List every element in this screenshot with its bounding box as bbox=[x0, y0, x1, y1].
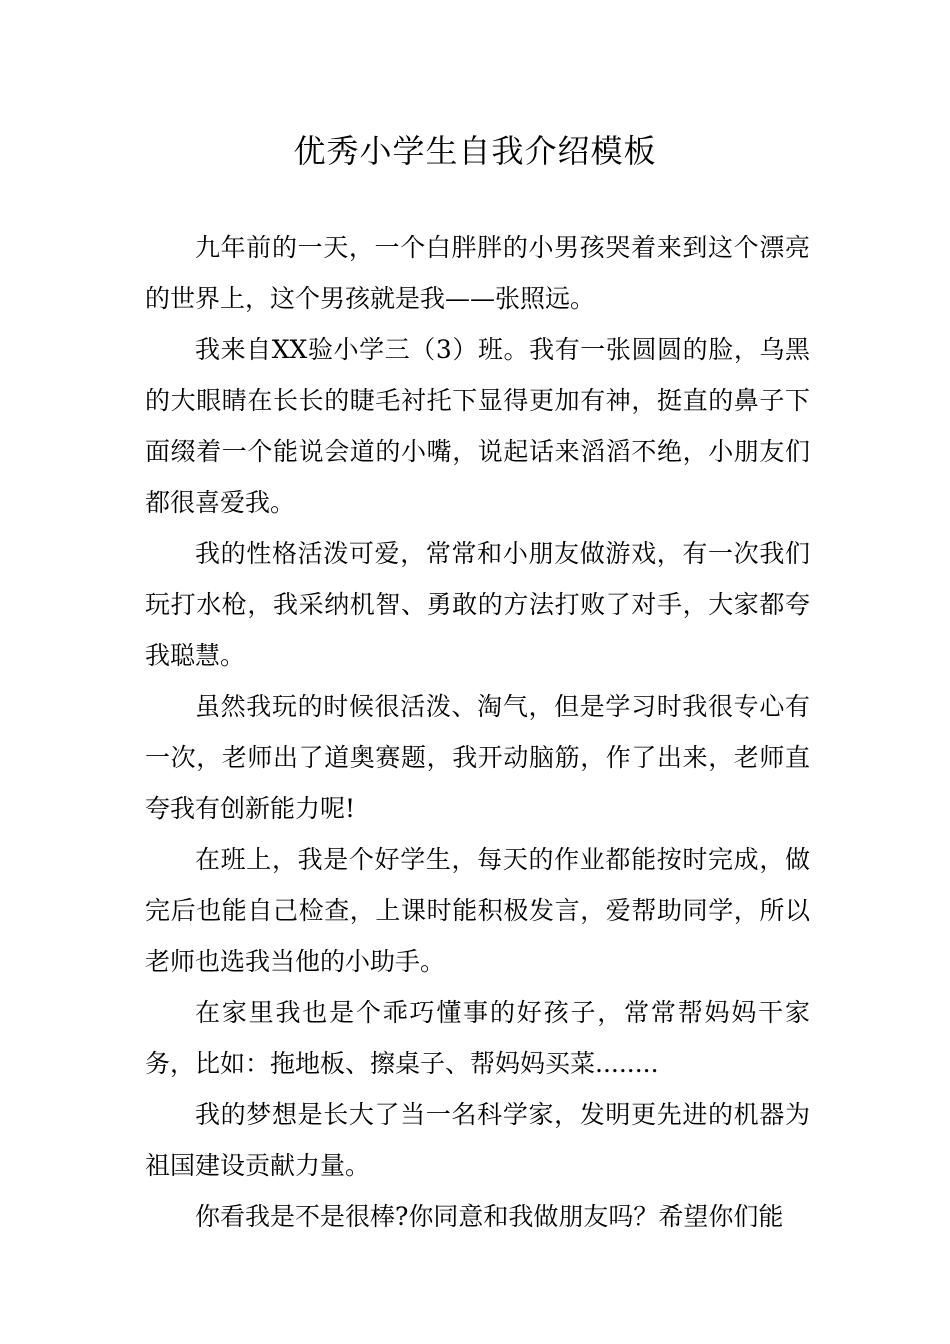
paragraph-7: 我的梦想是长大了当一名科学家，发明更先进的机器为祖国建设贡献力量。 bbox=[145, 1100, 810, 1180]
paragraph-8: 你看我是不是很棒?你同意和我做朋友吗？希望你们能 bbox=[195, 1202, 784, 1231]
document-body bbox=[145, 222, 810, 1242]
paragraph-2: 我来自XX验小学三（3）班。我有一张圆圆的脸，乌黑的大眼睛在长长的睫毛衬托下显得更加有神，挺直的鼻子下面缀着一个能说会道的小嘴，说起话来滔滔不绝，小朋友们都很喜爱我。 bbox=[145, 335, 810, 517]
paragraph-6: 在家里我也是个乖巧懂事的好孩子，常常帮妈妈干家务，比如：拖地板、擦桌子、帮妈妈买菜........ bbox=[145, 998, 810, 1078]
paragraph-4: 虽然我玩的时候很活泼、淘气，但是学习时我很专心有一次，老师出了道奥赛题，我开动脑筋，作了出来，老师直夸我有创新能力呢! bbox=[145, 692, 810, 823]
document-title: 优秀小学生自我介绍模板 bbox=[293, 132, 657, 170]
paragraph-1: 九年前的一天，一个白胖胖的小男孩哭着来到这个漂亮的世界上，这个男孩就是我——张照远。 bbox=[145, 233, 810, 313]
paragraph-3: 我的性格活泼可爱，常常和小朋友做游戏，有一次我们玩打水枪，我采纳机智、勇敢的方法打败了对手，大家都夸我聪慧。 bbox=[145, 539, 810, 670]
paragraph-5: 在班上，我是个好学生，每天的作业都能按时完成，做完后也能自己检查，上课时能积极发言，爱帮助同学，所以老师也选我当他的小助手。 bbox=[145, 845, 810, 976]
